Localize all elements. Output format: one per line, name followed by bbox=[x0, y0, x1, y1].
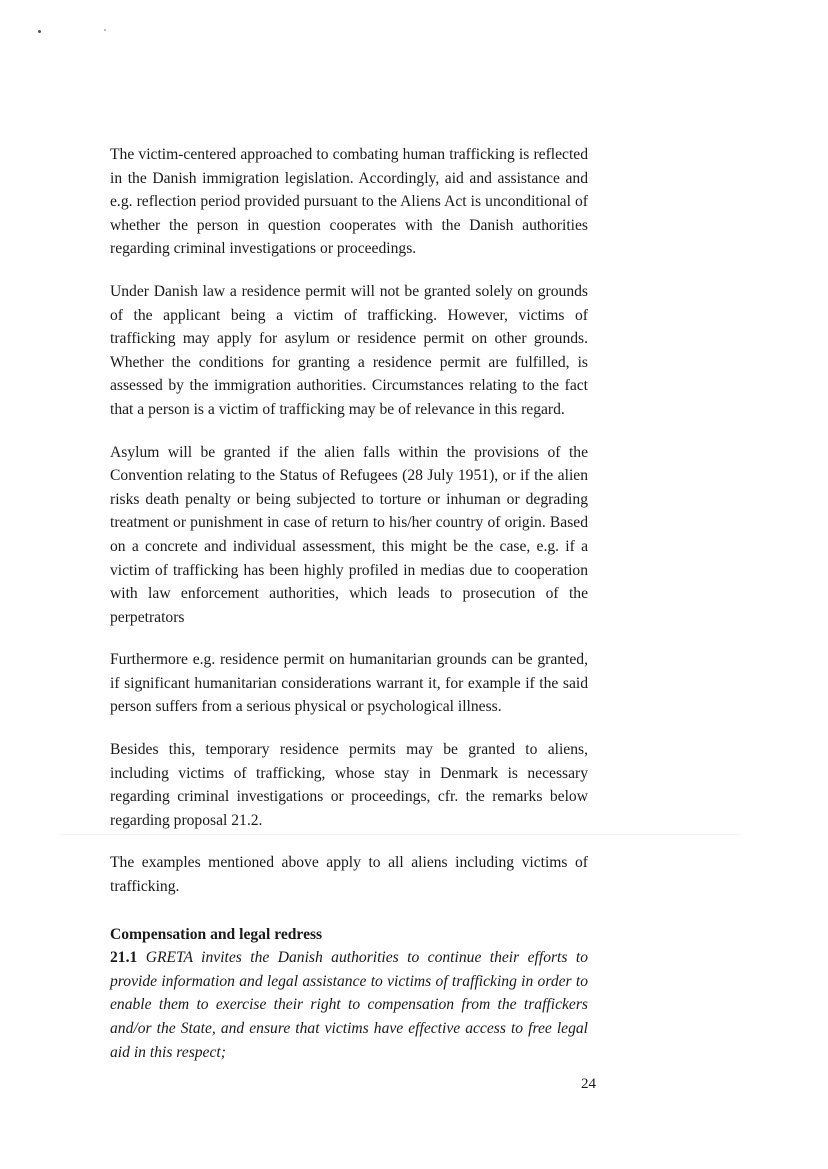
paragraph-humanitarian: Furthermore e.g. residence permit on humanitarian grounds can be granted, if significant humanitarian considerations warrant it, for example if the said person suffers from a serious physical or psychological illness. bbox=[110, 651, 588, 716]
paragraph-residence-permit: Under Danish law a residence permit will not be granted solely on grounds of the applicant being a victim of trafficking. However, victims of trafficking may apply for asylum or residence permit on other grounds. Whether the conditions for granting a residence permit are fulfilled, is assessed by the immigration authorities. Circumstances relating to the fact that a person is a victim of trafficking may be of relevance in this regard. bbox=[110, 282, 588, 418]
recommendation bbox=[110, 946, 588, 1064]
scan-speck bbox=[104, 29, 106, 31]
paragraph-examples: The examples mentioned above apply to all aliens including victims of trafficking. bbox=[110, 854, 588, 896]
section-heading: Compensation and legal redress bbox=[110, 925, 323, 943]
paragraph-temporary-permits: Besides this, temporary residence permits may be granted to aliens, including victims of trafficking, whose stay in Denmark is necessary regarding criminal investigations or proceedings, cfr. the remarks below regarding proposal 21.2. bbox=[110, 741, 588, 829]
page-number: 24 bbox=[581, 1076, 596, 1092]
recommendation-number: 21.1 bbox=[110, 949, 138, 967]
paragraph-victim-centered: The victim-centered approached to combating human trafficking is reflected in the Danish immigration legislation. Accordingly, aid and assistance and e.g. reflection period provided pursuant to the Aliens Act is unconditional of whether the person in question cooperates with the Danish authorities regarding criminal investigations or proceedings. bbox=[110, 146, 588, 258]
recommendation-text: GRETA invites the Danish authorities to continue their efforts to provide information and legal assistance to victims of trafficking in order to enable them to exercise their right to compensation from the traffickers and/or the State, and ensure that victims have effective access to free legal aid in this respect; bbox=[110, 949, 588, 1061]
scan-speck bbox=[38, 30, 41, 33]
body-text bbox=[110, 143, 588, 1064]
paragraph-asylum: Asylum will be granted if the alien falls within the provisions of the Convention relating to the Status of Refugees (28 July 1951), or if the alien risks death penalty or being subjected to torture or inhuman or degrading treatment or punishment in case of return to his/her country of origin. Based on a concrete and individual assessment, this might be the case, e.g. if a victim of trafficking has been highly profiled in medias due to cooperation with law enforcement authorities, which leads to prosecution of the perpetrators bbox=[110, 443, 588, 626]
